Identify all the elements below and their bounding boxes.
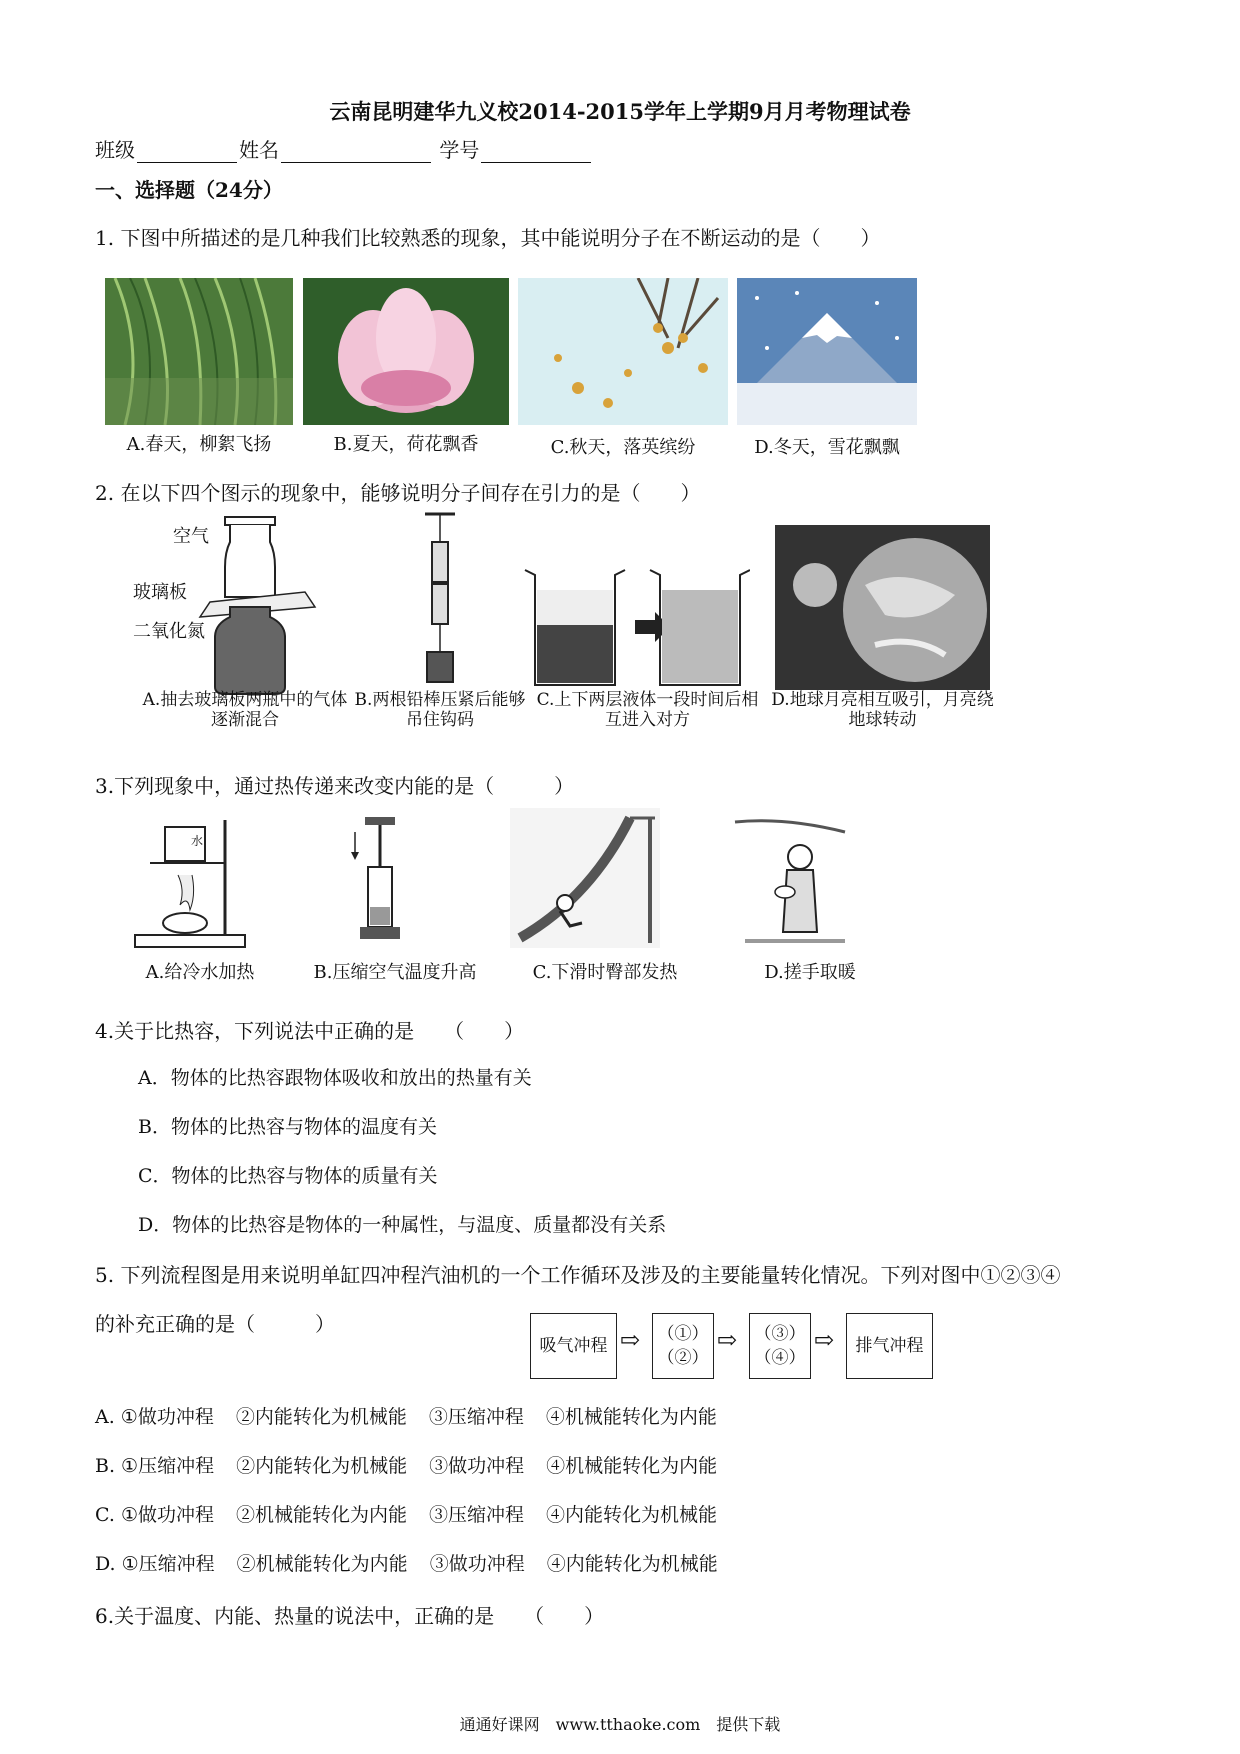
header-fields xyxy=(95,134,593,163)
flow-box-intake xyxy=(530,1313,617,1379)
q5-d-part1: D. ①压缩冲程 xyxy=(95,1553,215,1575)
q1-caption-a: A.春天，柳絮飞扬 xyxy=(126,434,272,455)
name-blank[interactable] xyxy=(281,142,431,163)
q2-caption-d: D.地球月亮相互吸引，月亮绕地球转动 xyxy=(771,690,994,730)
q3-caption-c: C.下滑时臀部发热 xyxy=(532,962,678,983)
q1-lotus-image xyxy=(303,278,509,425)
q5-b-part4: ④机械能转化为内能 xyxy=(546,1455,718,1477)
q4-option-b[interactable]: B．物体的比热容与物体的温度有关 xyxy=(138,1116,437,1138)
q5-text-line1: 5. 下列流程图是用来说明单缸四冲程汽油机的一个工作循环及涉及的主要能量转化情况。下列对图中①②③④ xyxy=(95,1263,1061,1287)
q5-text-line2: 的补充正确的是（ ） xyxy=(95,1312,335,1336)
q5-option-b[interactable] xyxy=(95,1451,739,1478)
q1-text: 1. 下图中所描述的是几种我们比较熟悉的现象，其中能说明分子在不断运动的是（ ） xyxy=(95,226,881,250)
q5-c-part2: ②机械能转化为内能 xyxy=(235,1504,407,1526)
flow-box-1-2 xyxy=(652,1313,714,1379)
q2-caption-c: C.上下两层液体一段时间后相互进入对方 xyxy=(536,690,759,730)
q1-caption-d: D.冬天，雪花飘飘 xyxy=(754,437,900,458)
q2-text: 2. 在以下四个图示的现象中，能够说明分子间存在引力的是（ ） xyxy=(95,481,701,505)
q5-c-part3: ③压缩冲程 xyxy=(429,1504,525,1526)
flow-label-3: （③） xyxy=(754,1324,806,1344)
q2-label-glass: 玻璃板 xyxy=(133,582,187,603)
flow-label-4: （④） xyxy=(754,1348,806,1368)
class-blank[interactable] xyxy=(137,142,237,163)
class-label: 班级 xyxy=(95,138,135,162)
q4-text: 4.关于比热容，下列说法中正确的是 （ ） xyxy=(95,1019,525,1043)
q3-water-label: 水 xyxy=(191,834,204,848)
q2-label-air: 空气 xyxy=(173,526,209,547)
q5-b-part2: ②内能转化为机械能 xyxy=(236,1455,408,1477)
q4-option-c[interactable]: C．物体的比热容与物体的质量有关 xyxy=(138,1165,438,1187)
q3-caption-a: A.给冷水加热 xyxy=(145,962,255,983)
flow-label-2: （②） xyxy=(657,1348,709,1368)
flow-arrow-1-icon: ⇨ xyxy=(620,1326,641,1354)
q5-option-d[interactable] xyxy=(95,1549,740,1576)
q2-caption-a: A.抽去玻璃板两瓶中的气体逐渐混合 xyxy=(142,690,348,730)
flow-box-exhaust xyxy=(846,1313,933,1379)
q5-a-part1: A. ①做功冲程 xyxy=(95,1406,214,1428)
q5-a-part3: ③压缩冲程 xyxy=(428,1406,524,1428)
q5-d-part4: ④内能转化为机械能 xyxy=(546,1553,718,1575)
q5-b-part1: B. ①压缩冲程 xyxy=(95,1455,215,1477)
q1-willow-image xyxy=(105,278,293,425)
name-label: 姓名 xyxy=(239,138,279,162)
q5-b-part3: ③做功冲程 xyxy=(429,1455,525,1477)
flow-intake-label: 吸气冲程 xyxy=(539,1336,608,1356)
q3-caption-b: B.压缩空气温度升高 xyxy=(313,962,477,983)
q5-c-part4: ④内能转化为机械能 xyxy=(546,1504,718,1526)
q3-caption-d: D.搓手取暖 xyxy=(764,962,856,983)
q3-slide-image xyxy=(510,808,660,948)
page-title: 云南昆明建华九义校2014-2015学年上学期9月月考物理试卷 xyxy=(329,99,911,124)
q5-option-a[interactable] xyxy=(95,1402,739,1429)
number-label: 学号 xyxy=(439,138,480,162)
q1-caption-c: C.秋天，落英缤纷 xyxy=(550,437,696,458)
q2-gas-bottles-image xyxy=(130,512,340,702)
q3-text: 3.下列现象中，通过热传递来改变内能的是（ ） xyxy=(95,774,575,798)
flow-label-1: （①） xyxy=(657,1324,709,1344)
q4-option-d[interactable]: D．物体的比热容是物体的一种属性，与温度、质量都没有关系 xyxy=(138,1214,667,1236)
q2-liquid-layers-image xyxy=(520,560,750,690)
flow-exhaust-label: 排气冲程 xyxy=(855,1336,924,1356)
q2-label-no2: 二氧化氮 xyxy=(133,621,205,642)
q2-earth-moon-image xyxy=(775,525,990,690)
q1-autumn-image xyxy=(518,278,728,425)
flow-box-3-4 xyxy=(749,1313,811,1379)
q2-lead-rods-image xyxy=(405,512,475,697)
section-heading: 一、选择题（24分） xyxy=(95,178,283,202)
q1-snow-mountain-image xyxy=(737,278,917,425)
q5-d-part3: ③做功冲程 xyxy=(429,1553,525,1575)
q3-heating-image xyxy=(130,815,250,950)
q5-a-part4: ④机械能转化为内能 xyxy=(545,1406,717,1428)
q5-c-part1: C. ①做功冲程 xyxy=(95,1504,214,1526)
q5-option-c[interactable] xyxy=(95,1500,739,1527)
flow-arrow-2-icon: ⇨ xyxy=(717,1326,738,1354)
q5-a-part2: ②内能转化为机械能 xyxy=(235,1406,407,1428)
flow-arrow-3-icon: ⇨ xyxy=(814,1326,835,1354)
q4-option-a[interactable]: A．物体的比热容跟物体吸收和放出的热量有关 xyxy=(138,1067,532,1089)
q5-d-part2: ②机械能转化为内能 xyxy=(236,1553,408,1575)
number-blank[interactable] xyxy=(481,142,591,163)
q6-text: 6.关于温度、内能、热量的说法中，正确的是 （ ） xyxy=(95,1604,605,1628)
q2-caption-b: B.两根铅棒压紧后能够吊住钩码 xyxy=(354,690,526,730)
q3-compress-air-image xyxy=(340,812,410,947)
q1-caption-b: B.夏天，荷花飘香 xyxy=(333,434,479,455)
q3-rub-hands-image xyxy=(725,812,865,947)
page-footer: 通通好课网 www.tthaoke.com 提供下载 xyxy=(459,1715,781,1734)
